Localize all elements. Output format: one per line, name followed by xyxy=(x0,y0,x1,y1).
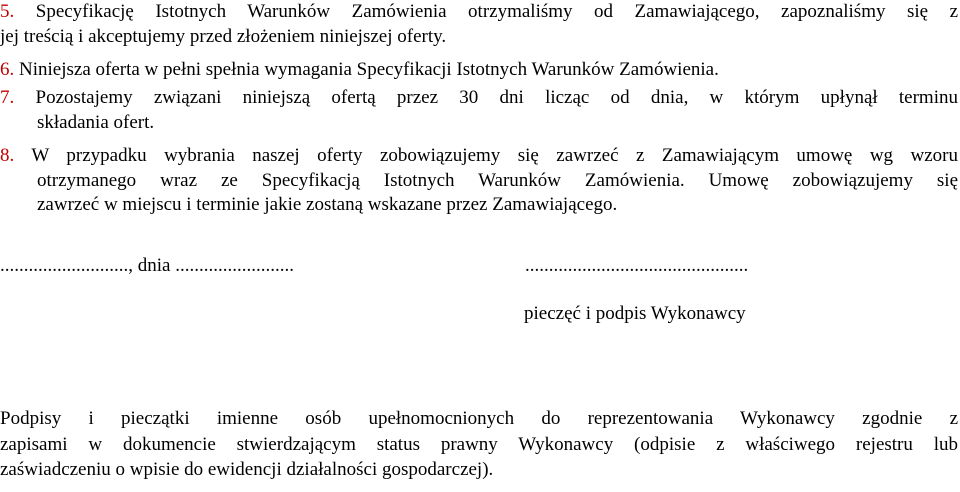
point-6-line-1 xyxy=(0,58,958,83)
point-6 xyxy=(0,58,958,83)
point-7-text-2: składania ofert. xyxy=(37,111,155,133)
point-8 xyxy=(0,144,958,218)
point-8-text-2: otrzymanego wraz ze Specyfikacją Istotnych Warunków Zamówienia. Umowę zobowiązujemy się xyxy=(37,169,958,191)
footer-note xyxy=(0,406,958,483)
point-7-line-1 xyxy=(0,86,958,111)
point-8-line-1 xyxy=(0,144,958,169)
point-8-line-2 xyxy=(0,169,958,194)
point-7-number: 7. xyxy=(0,87,15,108)
place-and-date-field: ..........................., dnia ......................... xyxy=(0,255,294,276)
signature-caption: pieczęć i podpis Wykonawcy xyxy=(524,303,746,324)
footer-line-2: zapisami w dokumencie stwierdzającym status prawny Wykonawcy (odpisie z właściwego rejestru lub xyxy=(0,433,958,455)
point-5-line-2 xyxy=(0,25,958,50)
footer-line-3: zaświadczeniu o wpisie do ewidencji działalności gospodarczej). xyxy=(0,459,494,480)
point-8-text-3: zawrzeć w miejscu i terminie jakie zostaną wskazane przez Zamawiającego. xyxy=(37,194,618,215)
point-8-number: 8. xyxy=(0,145,15,166)
point-5-number: 5. xyxy=(0,1,15,22)
point-6-number: 6. xyxy=(0,59,15,80)
point-5-text-2: jej treścią i akceptujemy przed złożeniem niniejszej oferty. xyxy=(0,25,447,47)
point-8-line-3 xyxy=(0,193,958,218)
point-7 xyxy=(0,86,958,135)
point-5-text-1: Specyfikację Istotnych Warunków Zamówienia otrzymaliśmy od Zamawiającego, zapoznaliśmy się z xyxy=(35,1,959,22)
point-7-line-2 xyxy=(0,111,958,136)
footer-line-1: Podpisy i pieczątki imienne osób upełnomocnionych do reprezentowania Wykonawcy zgodnie z xyxy=(0,408,958,429)
signature-field: ............................................... xyxy=(525,255,749,276)
point-7-text-1: Pozostajemy związani niniejszą ofertą przez 30 dni licząc od dnia, w którym upłynął terminu xyxy=(35,87,958,108)
point-6-text-1: Niniejsza oferta w pełni spełnia wymagania Specyfikacji Istotnych Warunków Zamówienia. xyxy=(19,59,719,80)
point-8-text-1: W przypadku wybrania naszej oferty zobowiązujemy się zawrzeć z Zamawiającym umowę wg wzoru xyxy=(31,145,958,166)
point-5 xyxy=(0,0,958,49)
point-5-line-1 xyxy=(0,0,958,25)
